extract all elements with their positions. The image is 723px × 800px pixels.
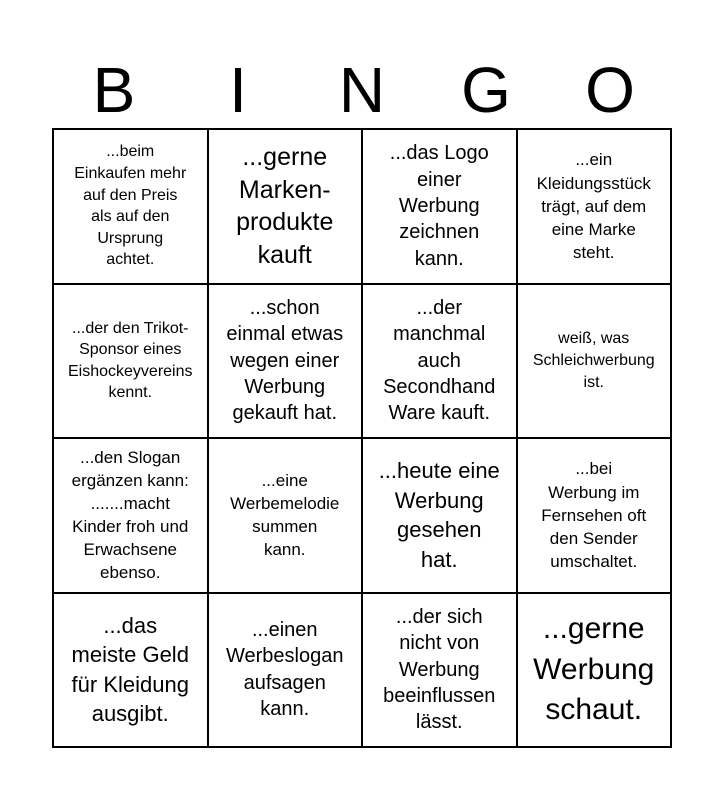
cell-text: ...das meiste Geld für Kleidung ausgibt. (71, 612, 189, 727)
bingo-cell[interactable] (363, 130, 518, 285)
bingo-cell[interactable] (209, 285, 364, 440)
bingo-cell[interactable] (518, 439, 673, 594)
header-letter-o: O (585, 54, 635, 126)
header-letter-g: G (461, 54, 511, 126)
bingo-cell[interactable] (209, 594, 364, 749)
bingo-cell[interactable] (363, 594, 518, 749)
cell-text: ...ein Kleidungsstück trägt, auf dem eine Marke steht. (536, 150, 651, 262)
cell-text: weiß, was Schleichwerbung ist. (532, 330, 655, 391)
header-letter-i: I (229, 54, 247, 126)
bingo-cell[interactable] (518, 594, 673, 749)
bingo-cell[interactable] (54, 439, 209, 594)
cell-text: ...bei Werbung im Fernsehen oft den Sender umschaltet. (541, 459, 647, 571)
header-letter-b: B (92, 54, 136, 126)
cell-text: ...einen Werbeslogan aufsagen kann. (226, 618, 344, 721)
header-letter-n: N (338, 54, 386, 126)
bingo-cell[interactable] (54, 594, 209, 749)
bingo-cell[interactable] (363, 439, 518, 594)
bingo-cell[interactable] (518, 130, 673, 285)
bingo-cell[interactable] (363, 285, 518, 440)
cell-text: ...der sich nicht von Werbung beeinflussen lässt. (383, 605, 496, 734)
bingo-cell[interactable] (54, 285, 209, 440)
cell-text: ...das Logo einer Werbung zeichnen kann. (389, 142, 489, 270)
cell-text: ...eine Werbemelodie summen kann. (230, 471, 340, 560)
bingo-cell[interactable] (54, 130, 209, 285)
cell-text: ...gerne Werbung schaut. (533, 612, 655, 726)
bingo-header (52, 52, 672, 128)
bingo-board (52, 128, 672, 748)
cell-text: ...der manchmal auch Secondhand Ware kauft. (383, 296, 496, 425)
bingo-cell[interactable] (209, 130, 364, 285)
cell-text: ...schon einmal etwas wegen einer Werbung gekauft hat. (226, 296, 344, 425)
bingo-cell[interactable] (209, 439, 364, 594)
bingo-cell[interactable] (518, 285, 673, 440)
cell-text: ...beim Einkaufen mehr auf den Preis als auf den Ursprung achtet. (74, 143, 187, 269)
cell-text: ...der den Trikot- Sponsor eines Eishockeyvereins kennt. (68, 319, 193, 402)
cell-text: ...gerne Marken- produkte kauft (236, 143, 334, 269)
cell-text: ...den Slogan ergänzen kann: .......macht Kinder froh und Erwachsene ebenso. (71, 447, 189, 583)
cell-text: ...heute eine Werbung gesehen hat. (378, 458, 500, 572)
